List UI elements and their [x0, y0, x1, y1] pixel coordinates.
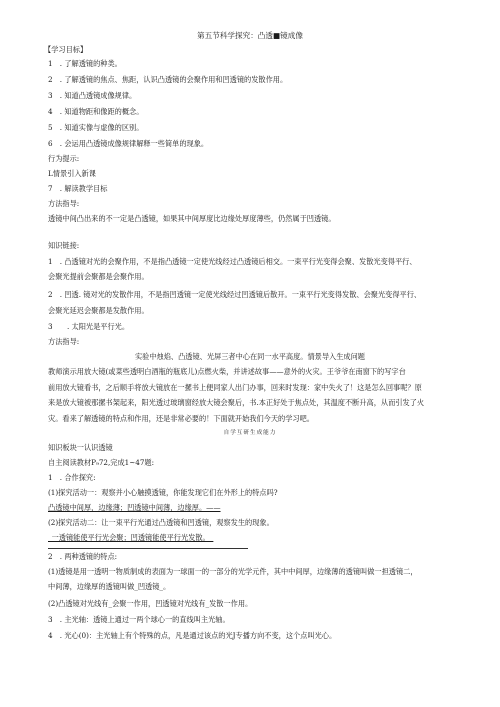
activity-1: (1)探究活动一：观察并小心触摸透镜，你能发现它们在外形上的特点吗? — [48, 488, 278, 497]
activity-1-answer: 凸透镜中间厚，边缘薄；凹透镜中间薄，边缘厚。—— — [48, 503, 221, 512]
story-line-1: 教师演示用放大镜(或菜些透明白酒瓶的瓶底儿)点燃火柴，并讲述故事——意外的火灾。王爷爷在南窗下的写字台 — [48, 367, 406, 376]
question-2-1-line2: 中间薄，边缘厚的透镜叫做_凹透镜_。 — [48, 582, 171, 591]
story-line-4: 灾。看来了解透镜的特点和作用，还是非常必要的！下面就开始我们今天的学习吧。 — [48, 414, 314, 423]
method-header-2: 方法指导: — [48, 337, 80, 346]
behavior-item-1: L情景引入新课 — [48, 169, 96, 178]
goal-item-1: 1 . 了解透镜的种类。 — [48, 59, 122, 68]
page-title: 第五节科学探究：凸透■镜成像 — [197, 31, 303, 40]
section-divider — [48, 548, 248, 549]
story-line-3: 来是放大镜被那摞书架起来，阳光透过玻璃窗经放大镜会聚后，书.本正好处于焦点处，其温度不断升高，从而引发了火 — [48, 398, 425, 407]
method-header: 方法指导: — [48, 199, 80, 208]
goal-item-2: 2 . 了解透镜的焦点、焦距，认识凸透镜的会聚作用和凹透镜的发散作用。 — [48, 75, 288, 84]
question-2: 2 . 两种透镜的特点: — [48, 552, 118, 561]
knowledge-p2-line2: 会聚光延迟会聚都是发散作用。 — [48, 306, 149, 315]
question-2-2: (2)凸透镜对光线有_会聚一作用，凹透镜对光线有_发散一作用。 — [48, 599, 253, 608]
behavior-item-2: 7 . 解读教学目标 — [48, 184, 108, 193]
goal-item-4: 4 . 知道物距和像距的概念。 — [48, 107, 144, 116]
goal-item-5: 5 . 知道实像与虚像的区别。 — [48, 123, 144, 132]
module-title: 知识板块一认识透镜 — [48, 443, 113, 452]
knowledge-p1-line2: 会聚光提前会聚都是会聚作用。 — [48, 272, 149, 281]
activity-2: (2)探究活动二：让一束平行光通过凸透镜和凹透镜，观察发生的现象。 — [48, 518, 274, 527]
behavior-header: 行为提示: — [48, 154, 80, 163]
question-3: 3 . 主光轴：透镜上通过一两个球心一的直线叫主光轴。 — [48, 615, 230, 624]
reading-instruction: 自主阅读教材P₉72,完成1~47题: — [48, 458, 154, 467]
knowledge-p3: 3 . 太阳光是平行光。 — [48, 322, 130, 331]
method-center-note: 实验中烛焰、凸透镜、光屏三者中心在同一水平高度。情景导入生成问题 — [134, 352, 365, 361]
knowledge-header: 知识链接: — [48, 241, 80, 250]
knowledge-p1-line1: 1 . 凸透镜对光的会聚作用，不是指凸透镜一定使光线经过凸透镜后相交。一束平行光变得会聚、发散光变得平行、 — [48, 257, 417, 266]
goal-item-3: 3 . 知道凸透镜成像规律。 — [48, 91, 137, 100]
method-note: 透镜中间凸出来的不一定是凸透镜，如果其中间厚度比边缘处厚度薄些，仍然属于凹透镜。 — [48, 214, 336, 223]
question-2-1-line1: (1)透镜是用一透明一物质制成的表面为一球面一的一部分的光学元件，其中中间厚，边缘薄的透镜叫做一担透镜二， — [48, 567, 418, 576]
knowledge-p2-line1: 2 . 凹透. 镜对光的发散作用，不是指凹透镜一定使光线经过凹透镜后散开。一束平行光变得发散、会聚光变得平行、 — [48, 290, 422, 299]
activity-2-answer: _一透镜能使平行光会聚；凹透镜能使平行光发散。_ — [48, 533, 214, 542]
goal-item-6: 6 . 会运用凸透镜成像规律解释一些简单的现象。 — [48, 139, 209, 148]
goals-header: 【学习目标】 — [44, 45, 88, 54]
story-line-2: 前用放大镜看书，之后顺手将放大镜放在一摞书上便同家人出门办事，回来时发现：家中失火了！这是怎么回事呢？原 — [48, 383, 422, 392]
selfstudy-header: 自学互研生成能力 — [223, 430, 277, 436]
coop-header: 1 . 合作探究: — [48, 473, 96, 482]
question-4: 4 . 光心(0)：主光轴上有个特殊的点，凡是通过该点的光J专播方向不变，这个点叫光心。 — [48, 631, 337, 640]
